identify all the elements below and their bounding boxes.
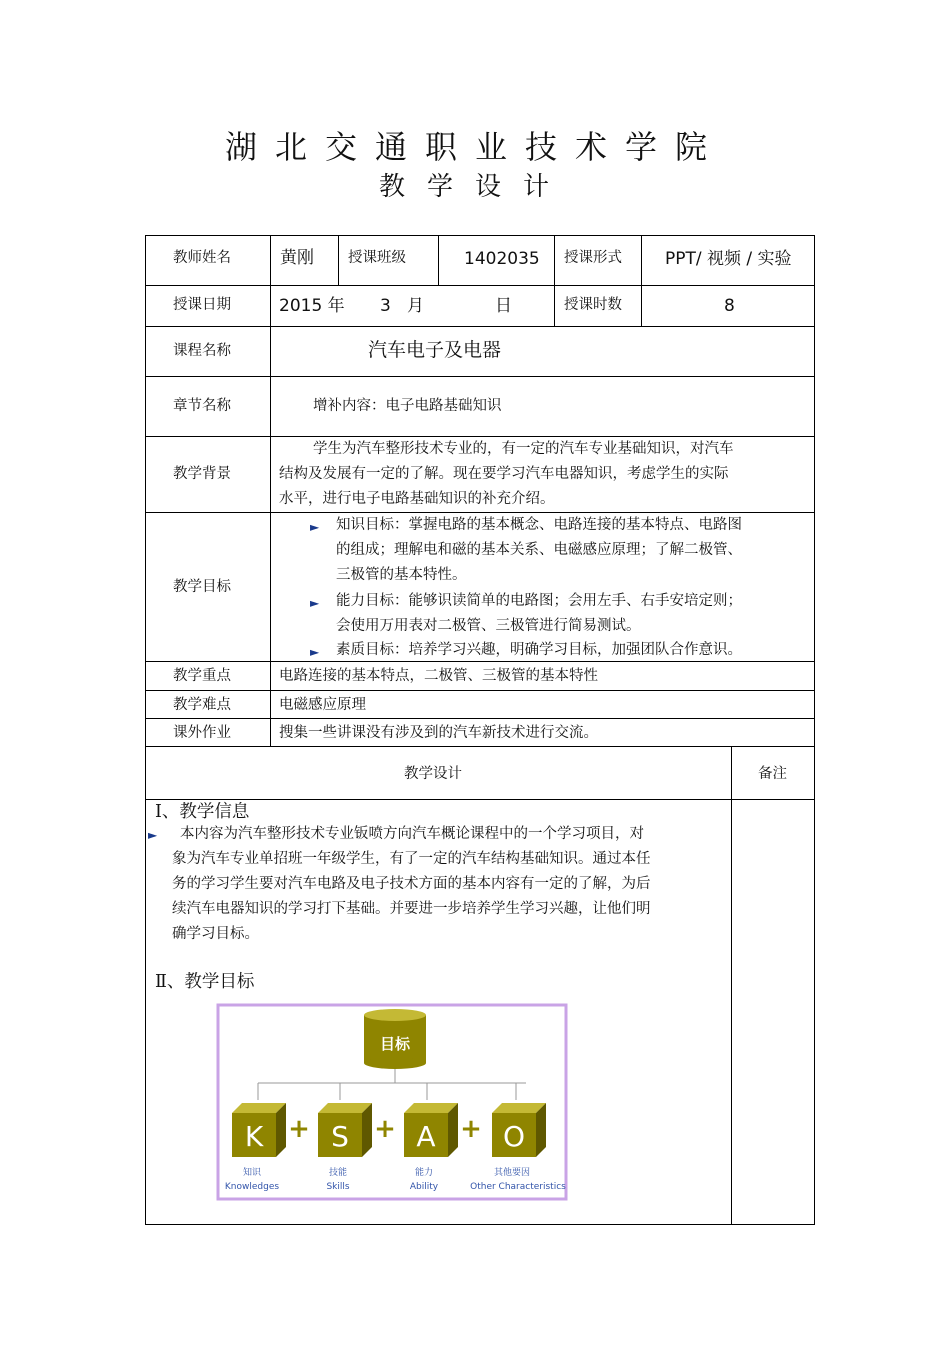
hours-label: 授课时数 <box>564 297 622 313</box>
plus-icon: + <box>374 1114 396 1144</box>
bullet-icon: ► <box>310 520 320 534</box>
cube-caption-en: Skills <box>326 1182 350 1192</box>
cube-letter: A <box>416 1120 436 1153</box>
goal-knowledge-line-1: 知识目标：掌握电路的基本概念、电路连接的基本特点、电路图 <box>336 517 742 533</box>
difficulty-label: 教学难点 <box>173 697 231 713</box>
goal-quality-line: 素质目标：培养学习兴趣，明确学习目标，加强团队合作意识。 <box>336 642 742 658</box>
section-1-line-3: 务的学习学生要对汽车电路及电子技术方面的基本内容有一定的了解，为后 <box>172 876 651 892</box>
key-value: 电路连接的基本特点，二极管、三极管的基本特性 <box>279 668 598 684</box>
background-line-2: 结构及发展有一定的了解。现在要学习汽车电器知识，考虑学生的实际 <box>279 466 729 482</box>
month-unit: 月 <box>407 296 424 316</box>
goal-label: 目标 <box>379 1035 411 1053</box>
class-value: 1402035 <box>464 249 540 269</box>
cube-caption-en: Ability <box>409 1182 439 1192</box>
key-label: 教学重点 <box>173 668 231 684</box>
difficulty-value: 电磁感应原理 <box>279 697 366 713</box>
cube-letter: O <box>502 1120 526 1153</box>
chapter-name: 增补内容：电子电路基础知识 <box>313 398 502 414</box>
design-header: 教学设计 <box>404 766 462 782</box>
date-year: 2015 年 <box>279 296 345 316</box>
goal-ability-line-2: 会使用万用表对二极管、三极管进行简易测试。 <box>336 618 641 634</box>
background-line-3: 水平，进行电子电路基础知识的补充介绍。 <box>279 491 555 507</box>
goals-label: 教学目标 <box>173 579 231 595</box>
section-1-line-1: 本内容为汽车整形技术专业钣喷方向汽车概论课程中的一个学习项目，对 <box>180 826 644 842</box>
plus-icon: + <box>288 1114 310 1144</box>
background-label: 教学背景 <box>173 466 231 482</box>
day-unit: 日 <box>495 296 512 316</box>
bullet-icon: ► <box>148 828 158 842</box>
bullet-icon: ► <box>310 596 320 610</box>
cube-caption-cn: 技能 <box>328 1168 348 1178</box>
goal-cylinder-icon <box>364 1009 426 1069</box>
course-name: 汽车电子及电器 <box>368 339 502 361</box>
background-line-1: 学生为汽车整形技术专业的，有一定的汽车专业基础知识，对汽车 <box>313 441 734 457</box>
chapter-label: 章节名称 <box>173 398 231 414</box>
homework-value: 搜集一些讲课没有涉及到的汽车新技术进行交流。 <box>279 725 598 741</box>
section-1-line-5: 确学习目标。 <box>172 926 259 942</box>
ksao-diagram <box>216 1003 568 1201</box>
section-2-title: Ⅱ、教学目标 <box>155 972 255 992</box>
section-1-line-2: 象为汽车专业单招班一年级学生，有了一定的汽车结构基础知识。通过本任 <box>172 851 651 867</box>
cube-caption-en: Knowledges <box>224 1182 280 1192</box>
date-month: 3 <box>380 296 391 316</box>
cube-caption-en: Other Characteristics <box>470 1182 566 1192</box>
form-value: PPT/ 视频 / 实验 <box>665 249 792 269</box>
cube-caption-cn: 能力 <box>414 1168 434 1178</box>
hours-value: 8 <box>724 296 735 316</box>
section-1-line-4: 续汽车电器知识的学习打下基础。并要进一步培养学生学习兴趣，让他们明 <box>172 901 651 917</box>
remark-header: 备注 <box>758 766 787 782</box>
goal-ability-line-1: 能力目标：能够识读简单的电路图；会用左手、右手安培定则； <box>336 593 742 609</box>
plus-icon: + <box>460 1114 482 1144</box>
section-1-title: Ⅰ、教学信息 <box>155 802 250 822</box>
school-title: 湖北交通职业技术学院 <box>224 128 725 166</box>
goal-knowledge-line-3: 三极管的基本特性。 <box>336 567 467 583</box>
teacher-label: 教师姓名 <box>173 250 231 266</box>
cube-caption-cn: 知识 <box>242 1168 262 1178</box>
goal-knowledge-line-2: 的组成；理解电和磁的基本关系、电磁感应原理；了解二极管、 <box>336 542 742 558</box>
class-label: 授课班级 <box>348 250 406 266</box>
course-label: 课程名称 <box>173 343 231 359</box>
cube-caption-cn: 其他要因 <box>493 1168 531 1178</box>
document-type: 教学设计 <box>378 172 571 202</box>
homework-label: 课外作业 <box>173 725 231 741</box>
cube-letter: K <box>244 1120 264 1153</box>
date-label: 授课日期 <box>173 297 231 313</box>
bullet-icon: ► <box>310 645 320 659</box>
form-label: 授课形式 <box>564 250 622 266</box>
cube-letter: S <box>331 1120 349 1153</box>
teacher-name: 黄刚 <box>280 248 314 268</box>
